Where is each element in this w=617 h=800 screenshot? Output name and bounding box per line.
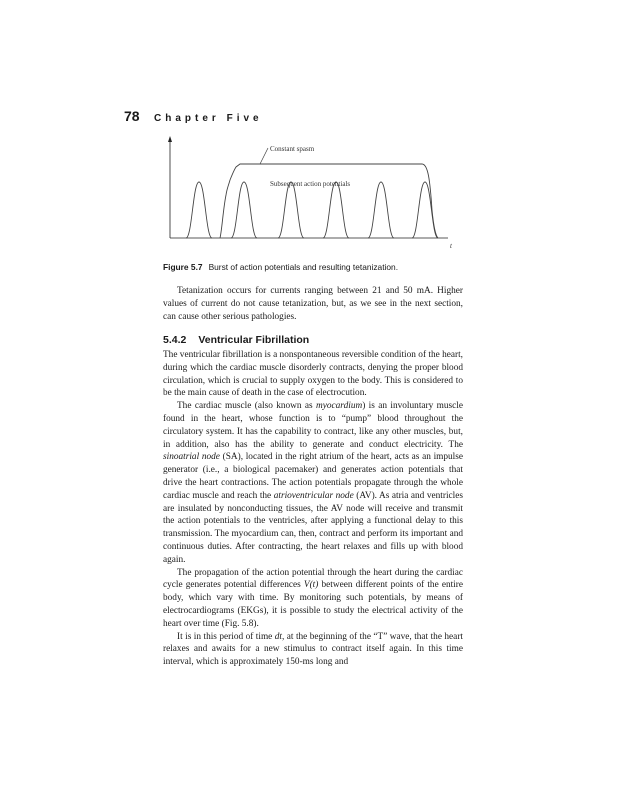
term-myocardium: myocardium <box>316 401 363 412</box>
label-constant-spasm: Constant spasm <box>270 145 315 153</box>
y-axis-arrow <box>168 136 172 142</box>
term-sinoatrial-node: sinoatrial node <box>163 452 220 463</box>
text-run: (AV). As atria and ventricles are insulated by nonconducting tissues, the AV node will receive and transmit the action potentials to the ventricles, after applying a functional delay to this transmission. The myocardium can, then, contract and perform its important and continuous duties. After contracting, the heart relaxes and fills up with blood again. <box>163 490 463 565</box>
action-potential-spike <box>412 182 438 238</box>
action-potential-spike <box>278 182 304 238</box>
running-header <box>124 108 263 126</box>
text-run: , at the beginning of the “T” wave, that the heart relaxes and awaits for a new stimulus to contract itself again. In this time interval, which is approximately 150-ms long and <box>163 631 463 668</box>
chapter-title: Chapter Five <box>154 113 263 124</box>
label-subsequent-potentials: Subsequent action potentials <box>270 180 351 188</box>
text-run: It is in this period of time <box>177 631 275 642</box>
text-run: ) is an involuntary muscle found in the heart, whose function is to “pump” blood throughout the circulatory system. It has the capability to contract, like any other muscles, but, in addition, also has the ability to generate and conduct electricity. The <box>163 401 463 450</box>
term-atrioventricular-node: atrioventricular node <box>273 490 354 501</box>
term-dt: dt <box>274 631 282 642</box>
paragraph-fibrillation: The ventricular fibrillation is a nonspontaneous reversible condition of the heart, during which the cardiac muscle disorderly contracts, denying the proper blood circulation, which is crucial to supply oxygen to the body. This is considered to be the main cause of death in the case of electrocution. <box>163 350 463 399</box>
intro-paragraph: Tetanization occurs for currents ranging between 21 and 50 mA. Higher values of current do not cause tetanization, but, as we see in the next section, can cause other serious pathologies. <box>163 286 463 322</box>
figure-caption <box>163 262 463 272</box>
figure-5-7 <box>160 130 460 260</box>
text-run: The cardiac muscle (also known as <box>177 401 317 412</box>
paragraph-propagation <box>163 567 463 631</box>
term-v-of-t: V(t) <box>303 580 319 591</box>
paragraph-cardiac-muscle <box>163 400 463 566</box>
caption-label: Figure 5.7 <box>163 262 203 272</box>
label-time-axis: t <box>450 242 452 250</box>
text-run: between different points of the entire body, which vary with time. By monitoring such potentials, by means of electrocardiograms (EKGs), it is possible to study the electrical activity of the heart over time (Fig. 5.8). <box>163 580 463 629</box>
section-heading <box>163 334 309 346</box>
action-potential-spike <box>231 182 257 238</box>
action-potential-spike <box>186 182 212 238</box>
paragraph-t-wave <box>163 631 463 669</box>
caption-text: Burst of action potentials and resulting tetanization. <box>208 262 399 272</box>
text-run: The propagation of the action potential through the heart during the cardiac cycle generates potential differences <box>163 567 463 591</box>
section-title: Ventricular Fibrillation <box>198 334 310 346</box>
intro-paragraph-block <box>163 285 463 323</box>
text-run: (SA), located in the right atrium of the heart, acts as an impulse generator (i.e., a biological pacemaker) and generates action potentials that drive the heart contractions. The action potentials propagate through the whole cardiac muscle and reach the <box>163 452 464 501</box>
action-potential-spike <box>368 182 394 238</box>
action-potential-spike <box>323 182 349 238</box>
page-number: 78 <box>124 108 140 124</box>
body-text <box>163 349 463 669</box>
spasm-leader-line <box>260 148 268 164</box>
section-number: 5.4.2 <box>163 334 187 346</box>
